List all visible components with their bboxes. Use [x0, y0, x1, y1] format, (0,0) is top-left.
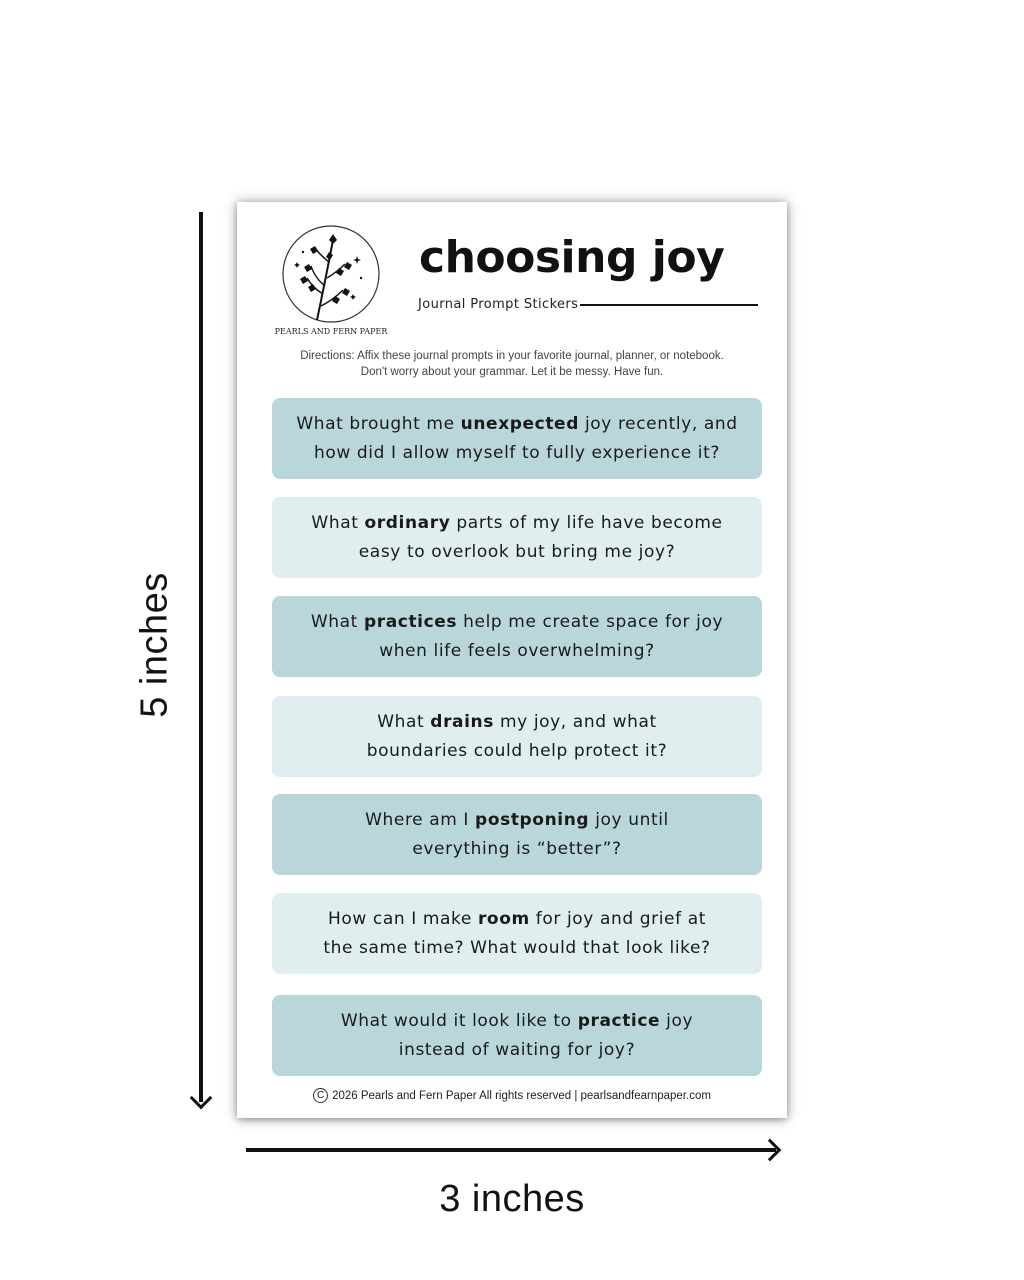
prompt-text-start: What: [311, 512, 365, 533]
prompt-text: [296, 410, 737, 468]
prompt-text: [365, 806, 669, 864]
prompt-text-end: my joy, and what: [493, 711, 657, 732]
prompt-text: [323, 905, 710, 963]
prompt-line-1: [296, 410, 737, 439]
directions-line-1: Directions: Affix these journal prompts in your favorite journal, planner, or notebook.: [300, 350, 724, 362]
prompt-line-1: [311, 608, 723, 637]
directions: [257, 348, 767, 380]
prompt-text: [311, 608, 723, 666]
fern-logo-icon: [273, 222, 389, 342]
prompt-line-2: easy to overlook but bring me joy?: [358, 541, 676, 562]
prompt-text-start: What: [377, 711, 431, 732]
prompt-list: [272, 398, 762, 1076]
prompt-sticker: [272, 794, 762, 875]
prompt-line-2: boundaries could help protect it?: [366, 740, 668, 761]
prompt-keyword: drains: [430, 711, 494, 732]
subtitle-divider: [580, 304, 758, 306]
prompt-text-end: joy recently, and: [578, 413, 738, 434]
prompt-line-1: [367, 708, 668, 737]
prompt-text: [311, 509, 722, 567]
prompt-line-2: instead of waiting for joy?: [398, 1039, 636, 1060]
prompt-keyword: unexpected: [460, 413, 579, 434]
prompt-keyword: practice: [577, 1010, 661, 1031]
page-title: choosing joy: [419, 232, 725, 283]
prompt-keyword: practices: [363, 611, 458, 632]
sticker-sheet: [237, 202, 787, 1118]
prompt-sticker: [272, 596, 762, 677]
arrow-right-icon: [759, 1139, 782, 1162]
height-dimension-line: [199, 212, 203, 1102]
copyright-icon: C: [313, 1088, 328, 1103]
prompt-text-start: Where am I: [365, 809, 476, 830]
prompt-sticker: [272, 893, 762, 974]
arrow-down-icon: [190, 1087, 213, 1110]
prompt-text-end: parts of my life have become: [450, 512, 723, 533]
prompt-text-start: How can I make: [328, 908, 478, 929]
prompt-text-end: joy: [660, 1010, 694, 1031]
prompt-keyword: room: [477, 908, 530, 929]
svg-text:PEARLS AND FERN PAPER: PEARLS AND FERN PAPER: [274, 327, 388, 336]
subtitle: Journal Prompt Stickers: [418, 297, 579, 312]
prompt-text-end: joy until: [589, 809, 669, 830]
prompt-sticker: [272, 995, 762, 1076]
prompt-line-2: how did I allow myself to fully experience it?: [313, 442, 720, 463]
prompt-text-end: help me create space for joy: [457, 611, 724, 632]
prompt-line-1: [323, 905, 710, 934]
prompt-sticker: [272, 696, 762, 777]
prompt-sticker: [272, 497, 762, 578]
prompt-text-start: What would it look like to: [340, 1010, 578, 1031]
prompt-keyword: ordinary: [364, 512, 451, 533]
prompt-line-2: the same time? What would that look like?: [323, 937, 711, 958]
directions-line-2: Don't worry about your grammar. Let it be messy. Have fun.: [360, 366, 664, 378]
prompt-line-1: [341, 1007, 693, 1036]
width-label: 3 inches: [439, 1178, 585, 1220]
prompt-line-1: [365, 806, 669, 835]
prompt-keyword: postponing: [475, 809, 590, 830]
prompt-text: [367, 708, 668, 766]
footer-text: 2026 Pearls and Fern Paper All rights reserved | pearlsandfearnpaper.com: [332, 1089, 711, 1102]
prompt-line-1: [311, 509, 722, 538]
subtitle-row: [418, 297, 758, 312]
width-dimension-line: [246, 1148, 776, 1152]
height-label: 5 inches: [133, 572, 176, 718]
prompt-line-2: when life feels overwhelming?: [379, 640, 655, 661]
prompt-text: [341, 1007, 693, 1065]
prompt-sticker: [272, 398, 762, 479]
prompt-text-end: for joy and grief at: [529, 908, 706, 929]
prompt-line-2: everything is “better”?: [412, 838, 622, 859]
prompt-text-start: What brought me: [296, 413, 461, 434]
prompt-text-start: What: [310, 611, 364, 632]
footer: [237, 1088, 787, 1103]
